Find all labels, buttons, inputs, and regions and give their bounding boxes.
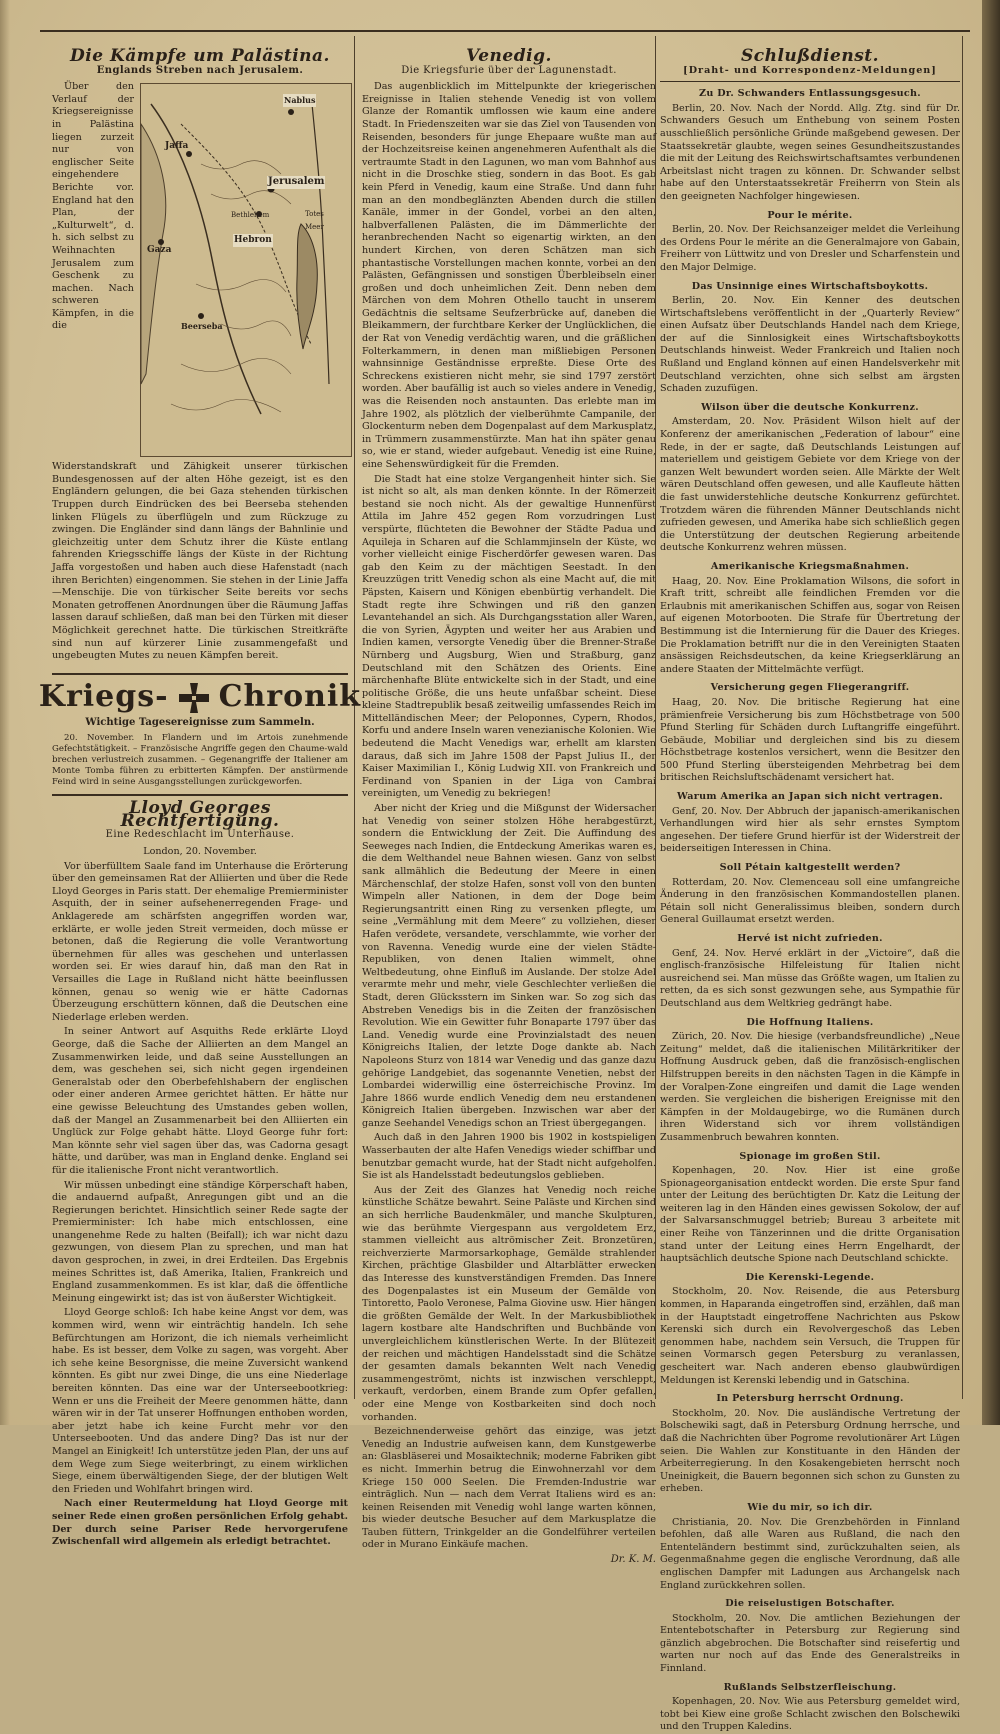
news-item-text: Amsterdam, 20. Nov. Präsident Wilson hielt auf der Konferenz der amerikanischen „Federation of labour“ eine Rede, in der er sagte, daß Deutschlands Leistungen auf materiellem und geistigem Gebiete vor dem Kriege von der ganzen Welt bewundert worden seien. Alle Märkte der Welt wären Deutschland offen gewesen, und alle Kaufleute hätten die fast unwiderstehliche deutsche Konkurrenz gefürchtet. Trotzdem wären die führenden Männer Deutschlands nicht zufrieden gewesen, und Amerika habe sich schließlich gegen die Unterstützung der deutschen Regierung arbeitende deutsche Konkurrenz wehren müssen.: [660, 416, 960, 554]
article-paragraph: Bezeichnenderweise gehört das einzige, was jetzt Venedig an Industrie aufweisen kann, dem Kunstgewerbe an: Glasbläserei und Mosaiktechnik; moderne Fabriken gibt es nicht. Immerhin betrug die Einwohnerzahl vor dem Kriege 150 000 Seelen. Die Fremden-Industrie war einträglich. Nun — nach dem Verrat Italiens wird es an: keinen Reisenden mit Venedig wohl lange warten können, bis wieder deutsche Besucher auf dem Markusplatze die Tauben füttern, Trinkgelder an die Gondelführer verteilen oder in Murano Einkäufe machen.: [362, 1426, 656, 1551]
news-item-text: Haag, 20. Nov. Die britische Regierung hat eine prämienfreie Versicherung bis zum Höchstbetrage von 500 Pfund Sterling für Schäden durch Luftangriffe eingeführt. Gebäude, Mobiliar und dergleichen sind bis zu diesem Höchstbetrage kostenlos versichert, wenn die Besitzer den 500 Pfund Sterling übersteigenden Mehrbetrag bei dem britischen Reichsluftschädenamt versichert hat.: [660, 696, 960, 784]
article-heading-venedig: Venedig.: [466, 46, 552, 66]
palestine-map: [140, 83, 352, 457]
news-item-text: Kopenhagen, 20. Nov. Wie aus Petersburg gemeldet wird, tobt bei Kiew eine große Schlacht zwischen den Bolschewiki und den Truppen Kaledins.: [660, 1696, 960, 1733]
column-middle: [362, 38, 656, 1566]
news-item-title: Hervé ist nicht zufrieden.: [737, 933, 883, 944]
binding-edge: [982, 0, 1000, 1425]
iron-cross-icon: [177, 681, 211, 715]
map-label: Beerseba: [181, 321, 223, 332]
column-left: [38, 38, 362, 1548]
map-label: Gaza: [147, 245, 172, 256]
news-items-list: [660, 88, 960, 1734]
kriegs-chronik-box: [38, 673, 362, 789]
news-item-title: Soll Pétain kaltgestellt werden?: [719, 862, 901, 874]
article-paragraph: In seiner Antwort auf Asquiths Rede erklärte Lloyd George, daß die Sache der Alliierten an dem Mangel an Zusammenwirken leide, und daß seine Ausstellungen an dem, was geschehen sei, sich nicht gegen irgendeinen Generalstab oder den Oberbefehlshabern der englischen oder einer anderen Armee gerichtet hätten. Er hätte nur eine gewisse Beleuchtung des Umstandes geben wollen, daß der Mangel an Zusammenarbeit bei den Alliierten ein Unglück zur Folge gehabt hätte. Lloyd George fuhr fort: Man könnte sehr viel sagen über das, was Cadorna gesagt hätte, und darüber, was man in England denke. England sei für die italienische Front nicht verantwortlich.: [52, 1026, 348, 1176]
news-item-text: Berlin, 20. Nov. Nach der Nordd. Allg. Ztg. sind für Dr. Schwanders Gesuch um Enthebung von seinem Posten ausschließlich persönliche Gründe maßgebend gewesen. Der Staatssekretär glaubte, wegen seines Gesundheitszustandes die mit der Leitung des Reichswirtschaftsamtes verbundenen Arbeitslast nicht tragen zu können. Dr. Schwander selbst habe auf den Unterstaatssekretär Freiherrn von Stein als den geeigneten Nachfolger hingewiesen.: [660, 102, 960, 202]
map-label: Nablus: [284, 95, 316, 106]
article-paragraph: Das augenblicklich im Mittelpunkte der kriegerischen Ereignisse in Italien stehende Venedig ist von vollem Glanze der Romantik umflossen wie kaum eine andere Stadt. In Friedenszeiten war sie das Ziel von Tausenden von Reisenden, besonders für junge Ehepaare wußte man auf der Hochzeitsreise keinen angenehmeren Aufenthalt als die vertraumte Stadt in den Lagunen, wo man vom Bahnhof aus nicht in die Droschke stieg, sondern in das Boot. Es gab kein Pferd in Venedig, kaum eine Straße. Und dann fuhr man an den mondbeglänzten Abenden durch die stillen Kanäle, immer in der Gondel, vorbei an den alten, halbverfallenen Palästen, die im Dämmerlichte der heranbrechenden Nacht so eigenartig wirkten, an den hundert Kirchen, von deren Schätzen man sich phantastische Vorstellungen machen konnte, vorbei an den Palästen, Gefängnissen und sonstigen Überbleibseln einer großen und doch unheimlichen Zeit. Denn neben dem Märchen von dem Mohren Othello taucht in unserem Gedächtnis die seltsame Seufzerbrücke auf, daneben die Bleikammern, der furchtbare Kerker der Unglücklichen, die der Rat von Venedig verdächtig waren, und die gräßlichen Folterkammern, in denen man mißliebigen Personen wahnsinnige Geständnisse erpreßte. Diese Orte des Schreckens existieren nicht mehr, sie sind 1797 zerstört worden. Aber baufällig ist auch so vieles andere in Venedig, was die Reisenden noch anstaunten. Das erlebte man im Jahre 1902, als plötzlich der vielberühmte Campanile, der Glockenturm neben dem Dogenpalast auf dem Markusplatz, in Trümmern zusammenstürzte. Man hat ihn später genau so, wie er stand, wieder aufgebaut. Venedig ist eine Ruine, eine Sehenswürdigkeit für die Fremden.: [362, 81, 656, 470]
chronik-subtitle: Wichtige Tagesereignisse zum Sammeln.: [85, 716, 315, 728]
article-paragraph: Nach einer Reutermeldung hat Lloyd George mit seiner Rede einen großen persönlichen Erfolg gehabt. Der durch seine Pariser Rede hervorgerufene Zwischenfall wird allgemein als erledigt betrachtet.: [52, 1498, 348, 1548]
column-right: [660, 38, 960, 1733]
news-item-title: Das Unsinnige eines Wirtschaftsboykotts.: [691, 280, 929, 292]
news-item-title: Die Kerenski-Legende.: [745, 1271, 875, 1283]
news-item-text: Berlin, 20. Nov. Der Reichsanzeiger meldet die Verleihung des Ordens Pour le mérite an die Generalmajore von Gabain, Freiherr von Lüttwitz und von Dresler und Scharfenstein und den Major Delmige.: [660, 224, 960, 273]
news-item-title: Die reiselustigen Botschafter.: [725, 1598, 895, 1610]
section-divider: [52, 794, 348, 796]
article-heading-palaestina: Die Kämpfe um Palästina.: [70, 46, 330, 66]
column-rule: [354, 36, 355, 1399]
section-subheading: [Draht- und Korrespondenz-Meldungen]: [683, 64, 937, 76]
news-item-title: Die Hoffnung Italiens.: [746, 1016, 874, 1028]
article-paragraph: Aus der Zeit des Glanzes hat Venedig noch reiche künstliche Schätze bewahrt. Seine Paläste und Kirchen sind an sich herrliche Baudenkmäler, und manche Skulpturen, wie das berühmte Viergespann aus vergoldetem Erz, stammen vielleicht aus altrömischer Zeit. Bronzetüren, reichverzierte Marmorsarkophage, Gemälde strahlender Kirchen, prächtige Glasbilder und Altarblätter erwecken das Interesse des kunstverständigen Fremden. Das Innere des Dogenpalastes ist ein Museum der Gemälde von Tintoretto, Paolo Veronese, Palma Giovine usw. Hier hängen die größten Gemälde der Welt. In der Markusbibliothek lagern kostbare alte Handschriften und Buchbände von unvergleichlichem künstlerischen Werte. In der Blütezeit der reichen und mächtigen Handelsstadt sind die Schätze der gesamten damals bekannten Welt nach Venedig zusammengeströmt, nichts ist inzwischen verschleppt, verkauft, verdorben, einem Brande zum Opfer gefallen, oder eine Menge von Kostbarkeiten sind doch noch vorhanden.: [362, 1184, 656, 1423]
page-edge: [0, 0, 10, 1425]
article-paragraph: Über den Verlauf der Kriegsereignisse in Palästina liegen zurzeit nur von englischer Seite eingehendere Berichte vor. England hat den Plan, der „Kulturwelt“, d. h. sich selbst zu Weihnachten Jerusalem zum Geschenk zu machen. Nach schweren Kämpfen, in die die Widerstandskraft und Zähigkeit unserer türkischen Bundesgenossen auf der alten Höhe gezeigt, ist es den Engländern gelungen, die bei Gaza stehenden türkischen Truppen durch Eindrücken des bei Beerseba stehenden linken Flügels zu überflügeln und zum Rückzuge zu zwingen. Die Engländer sind dann längs der Bahnlinie und gleichzeitig unter dem Schutz ihrer die Küste entlang fahrenden Kriegsschiffe längs der Küste in der Richtung Jaffa vorgestoßen und haben auch diese Hafenstadt (nach ihren Berichten) eingenommen. Sie stehen in der Linie Jaffa—Menschije. Die von türkischer Seite bereits vor sechs Monaten getroffenen Anordnungen über die Räumung Jaffas lassen darauf schließen, daß man bei den Türken mit dieser Möglichkeit gerechnet hatte. Die türkischen Streitkräfte sind nun auf kürzerer Linie zusammengefaßt und ungebeugten Mutes zu neuen Kämpfen bereit.: [52, 81, 348, 662]
news-item-title: Versicherung gegen Fliegerangriff.: [710, 682, 910, 694]
chronik-entry: 20. November. In Flandern und im Artois zunehmende Gefechtstätigkeit. – Französische Angriffe gegen den Chaume-wald brechen verlustreich zusammen. – Gegenangriffe der Italiener am Monte Tomba führen zu erbitterten Kämpfen. Der anstürmende Feind wird in seine Ausgangsstellungen zurückgeworfen.: [52, 733, 348, 788]
news-item-title: Zu Dr. Schwanders Entlassungsgesuch.: [699, 88, 921, 100]
news-item-text: Stockholm, 20. Nov. Reisende, die aus Petersburg kommen, in Haparanda eingetroffen sind, erzählen, daß man in der Hauptstadt eingetroffene Nachrichten aus Pskow Kerenski sich durch ein Revolvergeschoß das Leben genommen habe, nachdem sein Versuch, die Truppen für seinen Vormarsch gegen Petersburg zu veranlassen, gescheitert war. Nach anderen ebenso glaubwürdigen Meldungen ist Kerenski lebendig und in Gatschina.: [660, 1286, 960, 1386]
news-item-title: Pour le mérite.: [767, 209, 853, 221]
news-item-text: Rotterdam, 20. Nov. Clemenceau soll eine umfangreiche Änderung in den französischen Kommandostellen planen. Pétain soll nicht Generalissimus bleiben, sondern durch General Guillaumat ersetzt werden.: [660, 876, 960, 926]
news-item-text: Genf, 20. Nov. Der Abbruch der japanisch-amerikanischen Verhandlungen wird hier als sehr ernstes Symptom angesehen. Der tiefere Grund hierfür ist der Widerstreit der beiderseitigen Interessen in China.: [660, 805, 960, 855]
article-paragraph: Aber nicht der Krieg und die Mißgunst der Widersacher hat Venedig von seiner stolzen Höhe herabgestürzt, sondern die Entwicklung der Zeit. Die Auffindung des Seeweges nach Indien, die Entdeckung Amerikas waren es, die dem Welthandel neue Bahnen wiesen. Ganz von selbst sank allmählich die Bedeutung der Meere in einen Märchenschlaf, der stolze Hafen, sonst voll von den bunten Wimpeln aller Nationen, in dem der Doge beim Regierungsantritt einen Ring zu versenken pflegte, um seine „Vermählung mit dem Meere“ zu vollziehen, dieser Hafen verödete, versandete, verschlammte, wie vorher der von Ravenna. Venedig wurde eine der vielen Städte-Republiken, von denen Italien wimmelt, ohne Weltbedeutung, ohne Einfluß im Auslande. Der stolze Adel verarmte mehr und mehr, viele Geschlechter verließen die Stadt, deren Glücksstern im Sinken war. So zog sich das Abstreben Venedigs bis in die Zeiten der französischen Revolution. Wie ein Gewitter fuhr Bonaparte 1797 über das Land. Venedig wurde eine Provinzialstadt des neuen Königreichs Italien, der letzte Doge dankte ab. Nach Napoleons Sturz von 1814 war Venedig und das ganze dazu gehörige Landgebiet, das sogenannte Venetien, nebst der Lombardei widerwillig eine österreichische Provinz. Im Jahre 1866 wurde endlich Venedig dem neu erstandenen Königreich Italien übergeben. Inzwischen war aber der ganze Seehandel Venedigs schon an Triest übergegangen.: [362, 803, 656, 1129]
news-item-text: Genf, 24. Nov. Hervé erklärt in der „Victoire“, daß die englisch-französische Hilfeleistung für Italien nicht ausreichend sei. Man müsse das Größte wagen, um Italien zu retten, da es sich sonst gezwungen sehe, aus Sympathie für Deutschland aus dem Weltkrieg gedrängt habe.: [660, 947, 960, 1009]
map-label: Hebron: [234, 235, 272, 246]
chronik-title-left: Kriegs-: [38, 679, 169, 715]
section-heading-schlussdienst: Schlußdienst.: [740, 46, 880, 66]
article-paragraph: Vor überfülltem Saale fand im Unterhause die Erörterung über den gemeinsamen Rat der Alliierten und über die Rede Lloyd Georges in Paris statt. Der ehemalige Premierminister Asquith, der in seiner aufsehenerregenden Frage- und Anklagerede am schärfsten angegriffen worden war, erklärte, er wolle jeden Streit vermeiden, doch müsse er betonen, daß die Regierung die volle Verantwortung übernehmen für alles was geschehen und unterlassen worden sei. Er wies darauf hin, daß man den Rat in Versailles die Lage in Rußland nicht hätte beeinflussen können, genau so wenig wie er hätte Cadornas Überzeugung erschüttern können, daß die Deutschen eine Niederlage erleben werden.: [52, 860, 348, 1023]
article-subheading: Englands Streben nach Jerusalem.: [96, 64, 304, 76]
news-item-text: Haag, 20. Nov. Eine Proklamation Wilsons, die sofort in Kraft tritt, schreibt alle feindlichen Fremden vor die Erlaubnis mit amerikanischen Schiffen aus, sogar von Reisen auf eigenen Motorbooten. Die Strafe für Übertretung der Bestimmung ist die Internierung für die Dauer des Krieges. Die Proklamation betrifft nur die in den Vereinigten Staaten ansässigen Reichsdeutschen, da keine Kriegserklärung an andere Staaten der Mittelmächte verfügt.: [660, 575, 960, 675]
news-item-title: Rußlands Selbstzerfleischung.: [723, 1681, 897, 1693]
map-label: Jaffa: [165, 141, 189, 152]
news-item-title: Wilson über die deutsche Konkurrenz.: [701, 401, 919, 413]
article-paragraph: Die Stadt hat eine stolze Vergangenheit hinter sich. Sie ist nicht so alt, als man denken könnte. In der Römerzeit bestand sie noch nicht. Als der gewaltige Hunnenfürst Attila im Jahre 452 gegen Rom vorzudringen Lust verspürte, flüchteten die Bewohner der Städte Padua und Aquileja in Scharen auf die Schlammjinseln der Küste, wo vorher vielleicht einige Fischerdörfer gewesen waren. Das gab den Keim zu der mächtigen Seestadt. In den Kreuzzügen tritt Venedig schon als eine Macht auf, die mit Päpsten, Kaisern und Königen ebenbürtig verhandelt. Die Stadt regte ihre Schwingen und riß den ganzen Levantehandel an sich. Als Durchgangsstation aller Waren, die von Syrien, Ägypten und weiter her aus Arabien und Indien kamen, versorgte Venedig über die Brenner-Straße Nürnberg und Augsburg, Wien und Straßburg, ganz Deutschland mit den Schätzen des Orients. Eine märchenhafte Blüte entwickelte sich in der Stadt, und eine politische Größe, die uns heute unfaßbar scheint. Diese kleine Stadtrepublik besaß zeitweilig umfassendes Reich im Mittelländischen Meer; der Peloponnes, Cypern, Rhodos, Korfu und andere Inseln waren venezianische Kolonien. Wie bedeutend die Macht Venedigs war, erhellt am klarsten daraus, daß sich im Jahre 1508 der Papst Julius II., der Kaiser Maximilian I., König Ludwig XII. von Frankreich und Ferdinand von Spanien in der Liga von Cambrai vereinigten, um Venedig zu bekriegen!: [362, 473, 656, 800]
news-item-text: Stockholm, 20. Nov. Die ausländische Vertretung der Bolschewiki sagt, daß in Petersburg Ordnung herrsche, und daß die Nachrichten über Pogrome revolutionärer Art Lügen seien. Die Wahlen zur Konstituante in den Händen der Arbeiterregierung. In den Kosakengebieten herrscht noch Uneinigkeit, die Bauern begonnen sich schon zu Gunsten zu erheben.: [660, 1407, 960, 1495]
article-heading-lloyd: Lloyd Georges Rechtfertigung.: [120, 798, 280, 831]
map-label: Bethlehem: [231, 211, 270, 220]
news-item-title: In Petersburg herrscht Ordnung.: [716, 1393, 904, 1405]
article-paragraph: Lloyd George schloß: Ich habe keine Angst vor dem, was kommen wird, wenn wir einträchtig handeln. Ich sehe Befürchtungen am Horizont, die ich niemals verheimlicht habe. Es ist besser, dem Volke zu sagen, was vorgeht. Aber ich sehe keine Besorgnisse, die meine Zuversicht wankend könnten. Es gibt nur zwei Dinge, die uns eine Niederlage bereiten könnten. Das eine war der Unterseebootkrieg: Wenn er uns die Freiheit der Meere genommen hätte, dann wären wir in der Tat unserer Hoffnungen enthoben worden, aber jetzt habe ich keine Furcht mehr vor den Unterseebooten. Und das andere Ding? Das ist nur der Mangel an Einigkeit! Ich unterstütze jeden Plan, der uns auf dem Wege zum Siege weiterbringt, zu einem wirklichen Siege, einem überwältigenden Siege, der der blutigen Welt den Frieden und Wohlfahrt bringen wird.: [52, 1307, 348, 1495]
column-rule: [962, 36, 963, 1399]
news-item-title: Amerikanische Kriegsmaßnahmen.: [710, 560, 910, 572]
map-label: Jerusalem: [268, 176, 325, 188]
news-item-text: Berlin, 20. Nov. Ein Kenner des deutschen Wirtschaftslebens veröffentlicht in der „Quarterly Review“ einen Aufsatz über Deutschlands Handel nach dem Kriege, der auf die Sinnlosigkeit eines Wirtschaftsboykotts Deutschlands hinweist. Weder Frankreich und Italien noch Rußland und England können auf einen Handelsverkehr mit Deutschland verzichten, ohne sich selbst am ärgsten Schaden zuzufügen.: [660, 295, 960, 395]
article-paragraph: Wir müssen unbedingt eine ständige Körperschaft haben, die andauernd aufpaßt, Anregungen gibt und an die Regierungen berichtet. Hinsichtlich seiner Rede sagte der Premierminister: Ich habe mich entschlossen, eine unangenehme Rede zu halten (Beifall); ich war nicht dazu gezwungen, von diesem Plan zu sprechen, und man hat davon gesprochen, in zwei, in drei Erdteilen. Das Ergebnis meines Schrittes ist, daß Amerika, Italien, Frankreich und England zusammenkommen. Es ist klar, daß die öffentliche Meinung eingewirkt ist; das ist von äußerster Wichtigkeit.: [52, 1179, 348, 1304]
news-item-title: Warum Amerika an Japan sich nicht vertragen.: [677, 791, 943, 803]
news-item-title: Spionage im großen Stil.: [739, 1150, 881, 1162]
chronik-title: [38, 679, 362, 715]
map-label: Totes Meer: [305, 210, 324, 231]
news-item-text: Stockholm, 20. Nov. Die amtlichen Beziehungen der Ententebotschafter in Petersburg zur Regierung sind gänzlich abgebrochen. Die Botschafter sind reisefertig und warten nur noch auf das Ende des Generalstreiks in Finnland.: [660, 1612, 960, 1675]
news-item-text: Kopenhagen, 20. Nov. Hier ist eine große Spionageorganisation entdeckt worden. Die erste Spur fand unter der Leitung des berüchtigten Dr. Katz die Leitung der weiteren lag in den Händen eines gewissen Sokolow, der auf der Salvarsanschmuggel betrieb; Bureau 3 arbeitete mit einer Reihe von Tänzerinnen und die dritte Organisation stand unter der Leitung eines Herrn Engelhardt, der hauptsächlich deutsche Spione nach Deutschland schickte.: [660, 1165, 960, 1265]
news-item-text: Zürich, 20. Nov. Die hiesige (verbandsfreundliche) „Neue Zeitung“ meldet, daß die italienischen Militärkritiker der Hoffnung Ausdruck geben, daß die französisch-englischen Hilfstruppen bereits in den nächsten Tagen in die Kämpfe in der Voralpen-Zone eingreifen und damit die Lage wenden werden. Sie vergleichen die bisherigen Ereignisse mit den Kämpfen in der Moldaugebirge, wo die Rumänen durch ihren Widerstand sich vor ihrem vollständigen Zusammenbruch bewahren konnten.: [660, 1031, 960, 1143]
top-rule: [40, 30, 970, 32]
article-signature: Dr. K. M.: [610, 1554, 656, 1566]
article-subheading: Eine Redeschlacht im Unterhause.: [105, 829, 295, 841]
article-subheading: Die Kriegsfurie über der Lagunenstadt.: [401, 64, 617, 76]
section-rule: [660, 81, 960, 82]
article-paragraph: Auch daß in den Jahren 1900 bis 1902 in kostspieligen Wasserbauten der alte Hafen Venedigs wieder schiffbar und benutzbar gemacht wurde, hat der Stadt nicht aufgeholfen. Sie ist als Handelsstadt bedeutungslos geblieben.: [362, 1132, 656, 1182]
article-dateline: London, 20. November.: [143, 846, 257, 858]
page-marker: [500, 1398, 530, 1418]
chronik-title-right: Chronik: [218, 679, 362, 715]
news-item-text: Christiania, 20. Nov. Die Grenzbehörden in Finnland befohlen, daß alle Waren aus Rußland, die nach den Ententeländern bestimmt sind, zurückzuhalten seien, als Gegenmaßnahme gegen die englische Verordnung, daß alle englischen Dampfer mit Ladungen aus Archangelsk nach England zurückkehren sollen.: [660, 1516, 960, 1591]
news-item-title: Wie du mir, so ich dir.: [747, 1501, 873, 1513]
